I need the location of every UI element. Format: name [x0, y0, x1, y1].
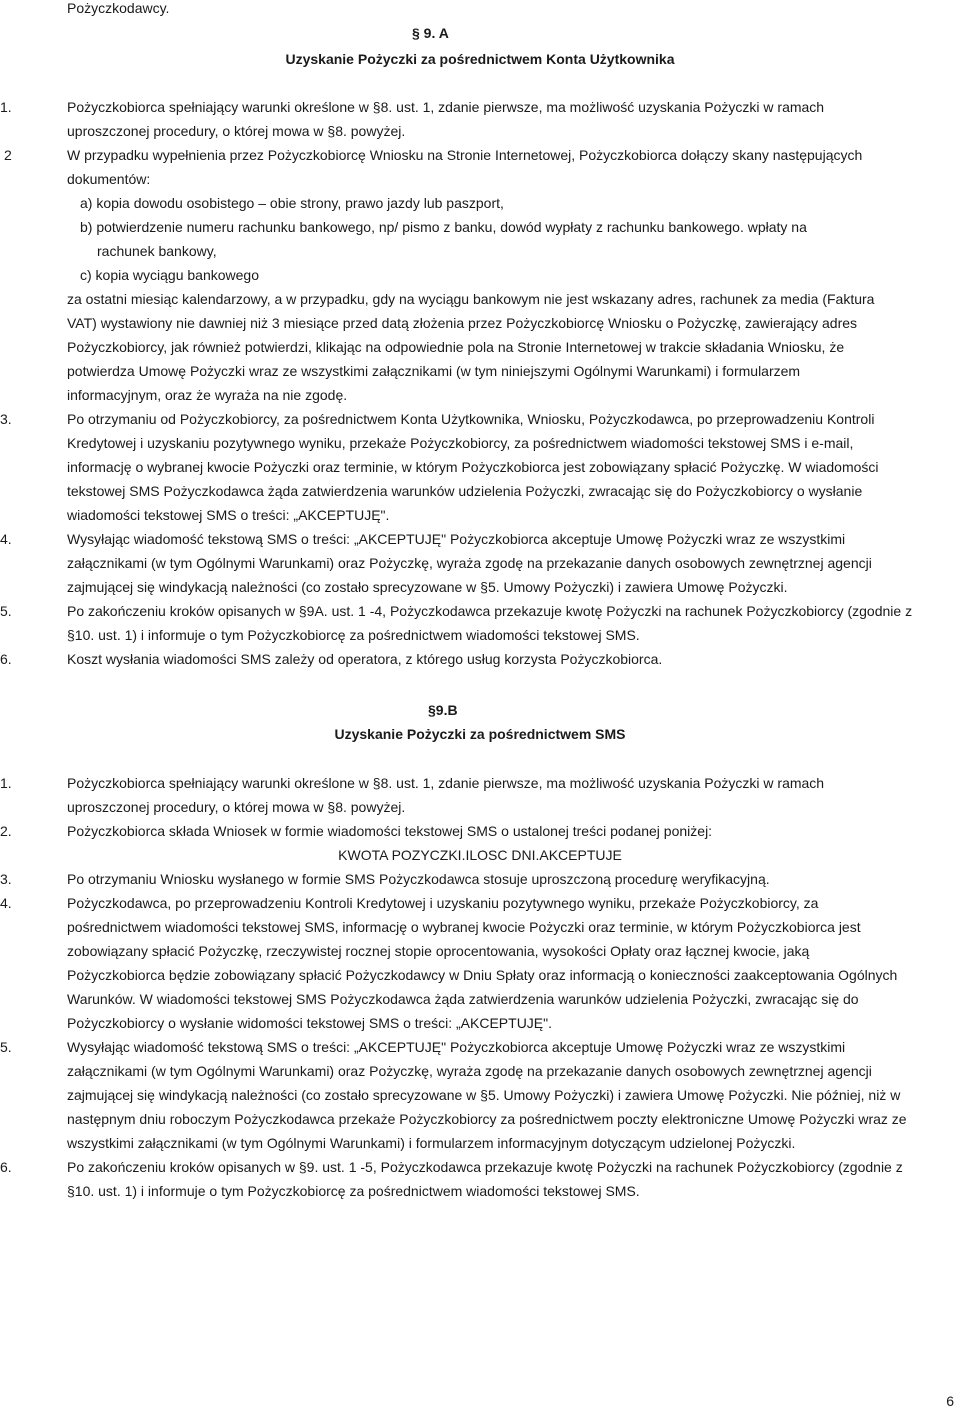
list-item-text: Wysyłając wiadomość tekstową SMS o treści: „AKCEPTUJĘ" Pożyczkobiorca akceptuje Umowę Pożyczki wraz ze wszystkimi [67, 1039, 846, 1055]
list-item-text: potwierdza Umowę Pożyczki wraz ze wszystkimi załącznikami (w tym niniejszymi Ogólnymi Warunkami) i formularzem [67, 363, 801, 379]
list-item-number: 1. [0, 775, 12, 791]
list-item-text: Po otrzymaniu od Pożyczkobiorcy, za pośrednictwem Konta Użytkownika, Wniosku, Pożyczkodawca, po przeprowadzeniu Kontroli [67, 411, 875, 427]
list-item-number: 2 [4, 147, 12, 163]
list-item-number: 4. [0, 531, 12, 547]
sub-item-c: c) kopia wyciągu bankowego [80, 267, 259, 283]
list-item-text: Koszt wysłania wiadomości SMS zależy od operatora, z którego usług korzysta Pożyczkobiorca. [67, 651, 663, 667]
list-item-text: Po zakończeniu kroków opisanych w §9. ust. 1 -5, Pożyczkodawca przekazuje kwotę Pożyczki na rachunek Pożyczkobiorcy (zgodnie z [67, 1159, 903, 1175]
list-item-text: uproszczonej procedury, o której mowa w §8. powyżej. [67, 799, 406, 815]
list-item-text: Kredytowej i uzyskaniu pozytywnego wyniku, przekaże Pożyczkobiorcy, za pośrednictwem wiadomości tekstowej SMS i e-mail, [67, 435, 854, 451]
list-item-text: Pożyczkobiorca spełniający warunki określone w §8. ust. 1, zdanie pierwsze, ma możliwość uzyskania Pożyczki w ramach [67, 775, 825, 791]
list-item-text: Pożyczkodawca, po przeprowadzeniu Kontroli Kredytowej i uzyskaniu pozytywnego wyniku, przekaże Pożyczkobiorcy, za [67, 895, 819, 911]
list-item-text: Pożyczkobiorca składa Wniosek w formie wiadomości tekstowej SMS o ustalonej treści podanej poniżej: [67, 823, 713, 839]
sub-item-a: a) kopia dowodu osobistego – obie strony, prawo jazdy lub paszport, [80, 195, 504, 211]
list-item-text: Warunków. W wiadomości tekstowej SMS Pożyczkodawca żąda zatwierdzenia warunków udzielenia Pożyczki, zwracając się do [67, 991, 859, 1007]
list-item-text: §10. ust. 1) i informuje o tym Pożyczkobiorcę za pośrednictwem wiadomości tekstowej SMS. [67, 1183, 640, 1199]
list-item-number: 5. [0, 1039, 12, 1055]
sub-item-b-cont: rachunek bankowy, [97, 243, 217, 259]
sms-format-line: KWOTA POZYCZKI.ILOSC DNI.AKCEPTUJE [338, 847, 622, 863]
list-item-number: 3. [0, 871, 12, 887]
list-item-number: 2. [0, 823, 12, 839]
list-item-number: 4. [0, 895, 12, 911]
section-title: Uzyskanie Pożyczki za pośrednictwem Konta Użytkownika [285, 51, 675, 67]
list-item-text: W przypadku wypełnienia przez Pożyczkobiorcę Wniosku na Stronie Internetowej, Pożyczkobiorca dołączy skany następujących [67, 147, 863, 163]
section-title: Uzyskanie Pożyczki za pośrednictwem SMS [334, 726, 626, 742]
list-item-text: tekstowej SMS Pożyczkodawca żąda zatwierdzenia warunków udzielenia Pożyczki, zwracając się do Pożyczkobiorcy o wysłanie [67, 483, 863, 499]
list-item-text: Pożyczkobiorcy o wysłanie widomości tekstowej SMS o treści: „AKCEPTUJĘ". [67, 1015, 553, 1031]
continued-text: Pożyczkodawcy. [67, 0, 170, 16]
list-item-number: 5. [0, 603, 12, 619]
page-number: 6 [946, 1393, 954, 1409]
list-item-text: Wysyłając wiadomość tekstową SMS o treści: „AKCEPTUJĘ" Pożyczkobiorca akceptuje Umowę Pożyczki wraz ze wszystkimi [67, 531, 846, 547]
list-item-text: Pożyczkobiorca będzie zobowiązany spłacić Pożyczkodawcy w Dniu Spłaty oraz informacją o konieczności zaakceptowania Ogólnych [67, 967, 898, 983]
list-item-text: zajmującej się windykacją należności (co zostało sprecyzowane w §5. Umowy Pożyczki) i zawiera Umowę Pożyczki. Nie później, niż w [67, 1087, 901, 1103]
list-item-text: za ostatni miesiąc kalendarzowy, a w przypadku, gdy na wyciągu bankowym nie jest wskazany adres, rachunek za media (Faktura [67, 291, 875, 307]
list-item-text: uproszczonej procedury, o której mowa w §8. powyżej. [67, 123, 406, 139]
list-item-text: wiadomości tekstowej SMS o treści: „AKCEPTUJĘ". [67, 507, 390, 523]
list-item-number: 3. [0, 411, 12, 427]
list-item-text: załącznikami (w tym Ogólnymi Warunkami) oraz Pożyczkę, wyraża zgodę na przekazanie danych osobowych zewnętrznej agencji [67, 555, 872, 571]
section-number: § 9. A [412, 25, 449, 41]
list-item-text: następnym dniu roboczym Pożyczkodawca przekaże Pożyczkobiorcy za pośrednictwem poczty elektroniczne Umowę Pożyczki wraz ze [67, 1111, 907, 1127]
list-item-text: pośrednictwem wiadomości tekstowej SMS, informację o wybranej kwocie Pożyczki oraz terminie, w którym Pożyczkobiorca jest [67, 919, 861, 935]
list-item-text: zobowiązany spłacić Pożyczkę, rzeczywistej rocznej stopie oprocentowania, wysokości Opłaty oraz łącznej kwocie, jaką [67, 943, 810, 959]
list-item-text: dokumentów: [67, 171, 151, 187]
list-item-text: informację o wybranej kwocie Pożyczki oraz terminie, w którym Pożyczkobiorca jest zobowiązany spłacić Pożyczkę. W wiadomości [67, 459, 879, 475]
list-item-text: zajmującej się windykacją należności (co zostało sprecyzowane w §5. Umowy Pożyczki) i zawiera Umowę Pożyczki. [67, 579, 788, 595]
list-item-text: Pożyczkobiorca spełniający warunki określone w §8. ust. 1, zdanie pierwsze, ma możliwość uzyskania Pożyczki w ramach [67, 99, 825, 115]
list-item-text: wszystkimi załącznikami (w tym Ogólnymi Warunkami) i formularzem informacyjnym dotyczącym udzielonej Pożyczki. [67, 1135, 796, 1151]
section-number: §9.B [428, 702, 458, 718]
list-item-text: Po zakończeniu kroków opisanych w §9A. ust. 1 -4, Pożyczkodawca przekazuje kwotę Pożyczki na rachunek Pożyczkobiorcy (zgodnie z [67, 603, 913, 619]
list-item-number: 6. [0, 1159, 12, 1175]
list-item-number: 6. [0, 651, 12, 667]
list-item-text: załącznikami (w tym Ogólnymi Warunkami) oraz Pożyczkę, wyraża zgodę na przekazanie danych osobowych zewnętrznej agencji [67, 1063, 872, 1079]
list-item-text: informacyjnym, oraz że wyraża na nie zgodę. [67, 387, 348, 403]
list-item-text: §10. ust. 1) i informuje o tym Pożyczkobiorcę za pośrednictwem wiadomości tekstowej SMS. [67, 627, 640, 643]
sub-item-b: b) potwierdzenie numeru rachunku bankowego, np/ pismo z banku, dowód wypłaty z rachunku bankowego. wpłaty na [80, 219, 807, 235]
list-item-number: 1. [0, 99, 12, 115]
list-item-text: Pożyczkobiorcy, jak również potwierdzi, klikając na odpowiednie pola na Stronie Internetowej w trakcie składania Wniosku, że [67, 339, 845, 355]
list-item-text: Po otrzymaniu Wniosku wysłanego w formie SMS Pożyczkodawca stosuje uproszczoną procedurę weryfikacyjną. [67, 871, 770, 887]
list-item-text: VAT) wystawiony nie dawniej niż 3 miesiące przed datą złożenia przez Pożyczkobiorcę Wniosku o Pożyczkę, zawierający adres [67, 315, 858, 331]
